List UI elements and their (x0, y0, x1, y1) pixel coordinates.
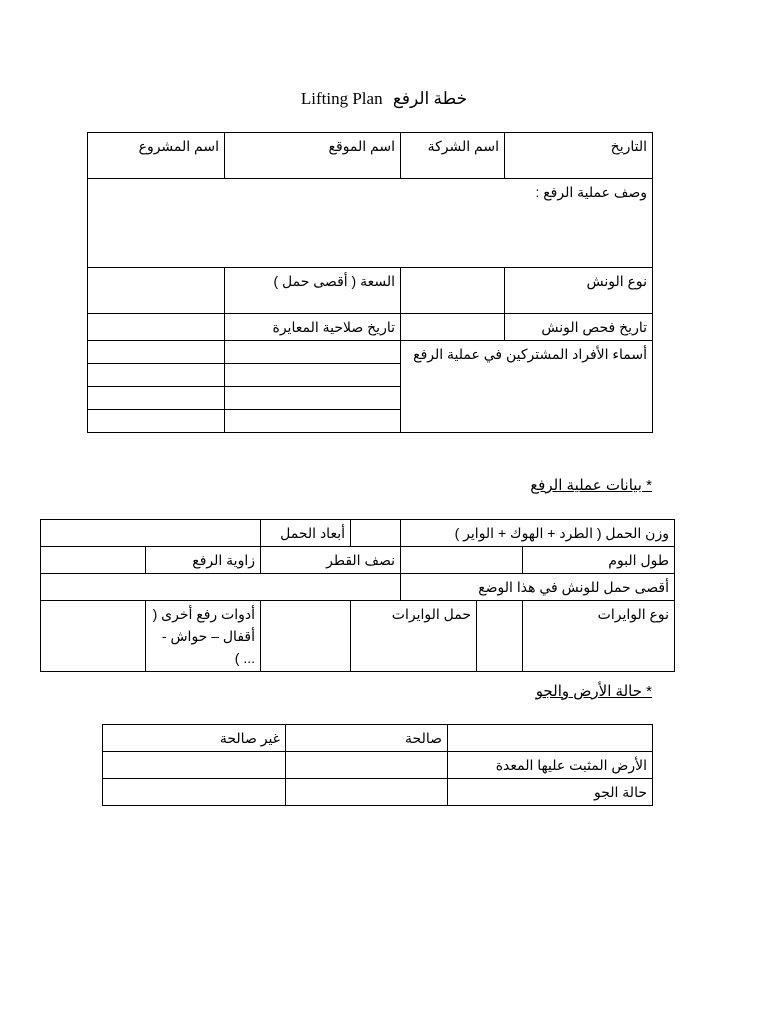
load-dimensions-label: أبعاد الحمل (261, 520, 351, 547)
lift-data-heading: * بيانات عملية الرفع (530, 477, 652, 494)
load-dimensions-value[interactable] (41, 520, 261, 547)
participant-name-cell[interactable] (225, 341, 401, 364)
calibration-validity-label: تاريخ صلاحية المعايرة (225, 314, 401, 341)
boom-length-label: طول البوم (523, 547, 675, 574)
crane-inspection-date-label: تاريخ فحص الونش (505, 314, 653, 341)
weather-suitable-cell[interactable] (286, 779, 448, 806)
participant-name-cell[interactable] (225, 387, 401, 410)
participant-sign-cell[interactable] (88, 410, 225, 433)
wire-load-label: حمل الوايرات (351, 601, 477, 672)
suitable-header: صالحة (286, 725, 448, 752)
participants-label: أسماء الأفراد المشتركين في عملية الرفع (401, 341, 653, 433)
load-weight-value[interactable] (351, 520, 401, 547)
crane-type-label: نوع الونش (505, 268, 653, 314)
ground-suitable-cell[interactable] (286, 752, 448, 779)
max-crane-load-value[interactable] (41, 574, 401, 601)
radius-label: نصف القطر (261, 547, 401, 574)
ground-unsuitable-cell[interactable] (103, 752, 286, 779)
wire-load-value[interactable] (261, 601, 351, 672)
title-arabic: خطة الرفع (392, 89, 468, 108)
calibration-validity-value[interactable] (88, 314, 225, 341)
capacity-value[interactable] (88, 268, 225, 314)
wire-type-label: نوع الوايرات (523, 601, 675, 672)
general-info-table (87, 132, 653, 433)
participant-sign-cell[interactable] (88, 341, 225, 364)
title-english: Lifting Plan (300, 89, 383, 108)
wire-type-value[interactable] (477, 601, 523, 672)
header-blank-cell (448, 725, 653, 752)
max-crane-load-label: أقصى حمل للونش في هذا الوضع (401, 574, 675, 601)
page-title (0, 88, 768, 110)
participant-name-cell[interactable] (225, 410, 401, 433)
weather-unsuitable-cell[interactable] (103, 779, 286, 806)
participant-sign-cell[interactable] (88, 387, 225, 410)
lift-description-label: وصف عملية الرفع : (88, 179, 653, 268)
unsuitable-header: غير صالحة (103, 725, 286, 752)
weather-label: حالة الجو (448, 779, 653, 806)
project-name-label: اسم المشروع (88, 133, 225, 179)
boom-length-value[interactable] (401, 547, 523, 574)
crane-type-value[interactable] (401, 268, 505, 314)
crane-inspection-date-value[interactable] (401, 314, 505, 341)
participant-name-cell[interactable] (225, 364, 401, 387)
capacity-label: السعة ( أقصى حمل ) (225, 268, 401, 314)
load-weight-label: وزن الحمل ( الطرد + الهوك + الواير ) (401, 520, 675, 547)
lift-data-table (40, 519, 675, 672)
other-lifting-tools-value[interactable] (41, 601, 146, 672)
ground-label: الأرض المثبت عليها المعدة (448, 752, 653, 779)
date-label: التاريخ (505, 133, 653, 179)
participant-sign-cell[interactable] (88, 364, 225, 387)
ground-weather-heading: * حالة الأرض والجو (535, 683, 652, 700)
lift-angle-label: زاوية الرفع (146, 547, 261, 574)
ground-weather-table (102, 724, 653, 806)
company-name-label: اسم الشركة (401, 133, 505, 179)
site-name-label: اسم الموقع (225, 133, 401, 179)
other-lifting-tools-label: أدوات رفع أخرى ( أقفال – حواش - ... ) (146, 601, 261, 672)
lift-angle-value[interactable] (41, 547, 146, 574)
